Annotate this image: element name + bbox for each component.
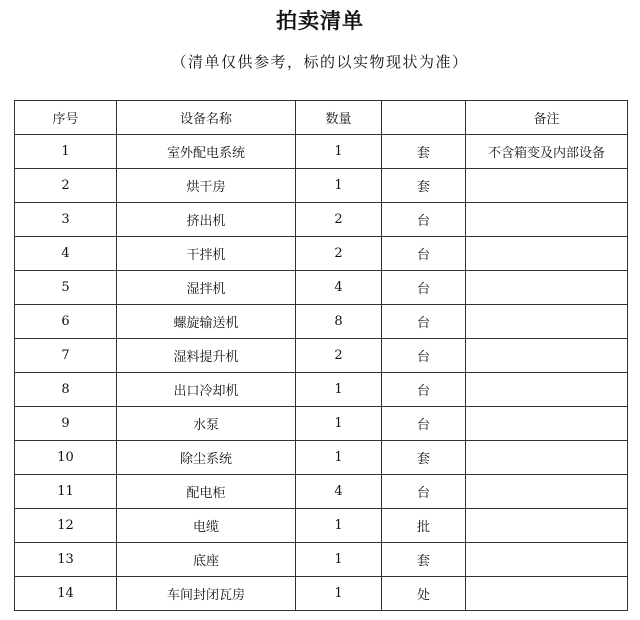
cell-equipment-name: 室外配电系统 xyxy=(117,135,296,169)
cell-remarks xyxy=(466,509,628,543)
cell-index: 4 xyxy=(15,237,117,271)
cell-unit: 套 xyxy=(382,135,466,169)
table-row xyxy=(15,441,628,475)
cell-quantity: 1 xyxy=(296,543,382,577)
cell-index: 7 xyxy=(15,339,117,373)
cell-unit: 台 xyxy=(382,271,466,305)
cell-remarks xyxy=(466,475,628,509)
cell-equipment-name: 底座 xyxy=(117,543,296,577)
cell-unit: 套 xyxy=(382,543,466,577)
cell-equipment-name: 挤出机 xyxy=(117,203,296,237)
cell-equipment-name: 湿拌机 xyxy=(117,271,296,305)
cell-index: 5 xyxy=(15,271,117,305)
table-row xyxy=(15,577,628,611)
cell-quantity: 2 xyxy=(296,237,382,271)
cell-unit: 台 xyxy=(382,203,466,237)
header-index: 序号 xyxy=(15,101,117,135)
cell-unit: 台 xyxy=(382,339,466,373)
cell-equipment-name: 配电柜 xyxy=(117,475,296,509)
cell-remarks xyxy=(466,373,628,407)
cell-equipment-name: 干拌机 xyxy=(117,237,296,271)
header-remarks: 备注 xyxy=(466,101,628,135)
cell-quantity: 1 xyxy=(296,407,382,441)
table-row xyxy=(15,237,628,271)
cell-index: 9 xyxy=(15,407,117,441)
cell-unit: 批 xyxy=(382,509,466,543)
cell-equipment-name: 出口冷却机 xyxy=(117,373,296,407)
cell-equipment-name: 螺旋输送机 xyxy=(117,305,296,339)
table-row xyxy=(15,407,628,441)
cell-unit: 处 xyxy=(382,577,466,611)
cell-quantity: 8 xyxy=(296,305,382,339)
cell-unit: 台 xyxy=(382,475,466,509)
cell-index: 1 xyxy=(15,135,117,169)
cell-quantity: 4 xyxy=(296,475,382,509)
cell-remarks xyxy=(466,339,628,373)
cell-index: 13 xyxy=(15,543,117,577)
cell-index: 14 xyxy=(15,577,117,611)
cell-remarks xyxy=(466,441,628,475)
cell-equipment-name: 湿料提升机 xyxy=(117,339,296,373)
cell-equipment-name: 车间封闭瓦房 xyxy=(117,577,296,611)
cell-quantity: 1 xyxy=(296,441,382,475)
cell-remarks: 不含箱变及内部设备 xyxy=(466,135,628,169)
table-row xyxy=(15,169,628,203)
cell-remarks xyxy=(466,237,628,271)
table-row xyxy=(15,271,628,305)
cell-remarks xyxy=(466,407,628,441)
cell-quantity: 4 xyxy=(296,271,382,305)
table-row xyxy=(15,135,628,169)
cell-unit: 台 xyxy=(382,305,466,339)
header-equipment-name: 设备名称 xyxy=(117,101,296,135)
cell-remarks xyxy=(466,169,628,203)
table-row xyxy=(15,203,628,237)
cell-unit: 套 xyxy=(382,169,466,203)
page-title: 拍卖清单 xyxy=(276,9,364,33)
cell-remarks xyxy=(466,203,628,237)
cell-equipment-name: 除尘系统 xyxy=(117,441,296,475)
cell-equipment-name: 水泵 xyxy=(117,407,296,441)
cell-unit: 台 xyxy=(382,407,466,441)
header-unit xyxy=(382,101,466,135)
cell-equipment-name: 烘干房 xyxy=(117,169,296,203)
table-row xyxy=(15,373,628,407)
auction-list-table xyxy=(14,100,628,611)
cell-index: 12 xyxy=(15,509,117,543)
table-header-row xyxy=(15,101,628,135)
cell-remarks xyxy=(466,305,628,339)
table-body xyxy=(15,135,628,611)
page-subtitle: （清单仅供参考，标的以实物现状为准） xyxy=(171,53,469,71)
cell-unit: 台 xyxy=(382,373,466,407)
cell-quantity: 1 xyxy=(296,135,382,169)
cell-quantity: 2 xyxy=(296,339,382,373)
cell-quantity: 2 xyxy=(296,203,382,237)
cell-quantity: 1 xyxy=(296,577,382,611)
cell-equipment-name: 电缆 xyxy=(117,509,296,543)
cell-quantity: 1 xyxy=(296,169,382,203)
cell-index: 11 xyxy=(15,475,117,509)
cell-index: 8 xyxy=(15,373,117,407)
cell-remarks xyxy=(466,543,628,577)
table-row xyxy=(15,305,628,339)
cell-remarks xyxy=(466,271,628,305)
cell-unit: 套 xyxy=(382,441,466,475)
cell-remarks xyxy=(466,577,628,611)
header-quantity: 数量 xyxy=(296,101,382,135)
cell-quantity: 1 xyxy=(296,373,382,407)
cell-index: 2 xyxy=(15,169,117,203)
table-row xyxy=(15,339,628,373)
cell-unit: 台 xyxy=(382,237,466,271)
cell-index: 3 xyxy=(15,203,117,237)
table-row xyxy=(15,475,628,509)
cell-index: 6 xyxy=(15,305,117,339)
cell-quantity: 1 xyxy=(296,509,382,543)
cell-index: 10 xyxy=(15,441,117,475)
table-row xyxy=(15,509,628,543)
table-row xyxy=(15,543,628,577)
